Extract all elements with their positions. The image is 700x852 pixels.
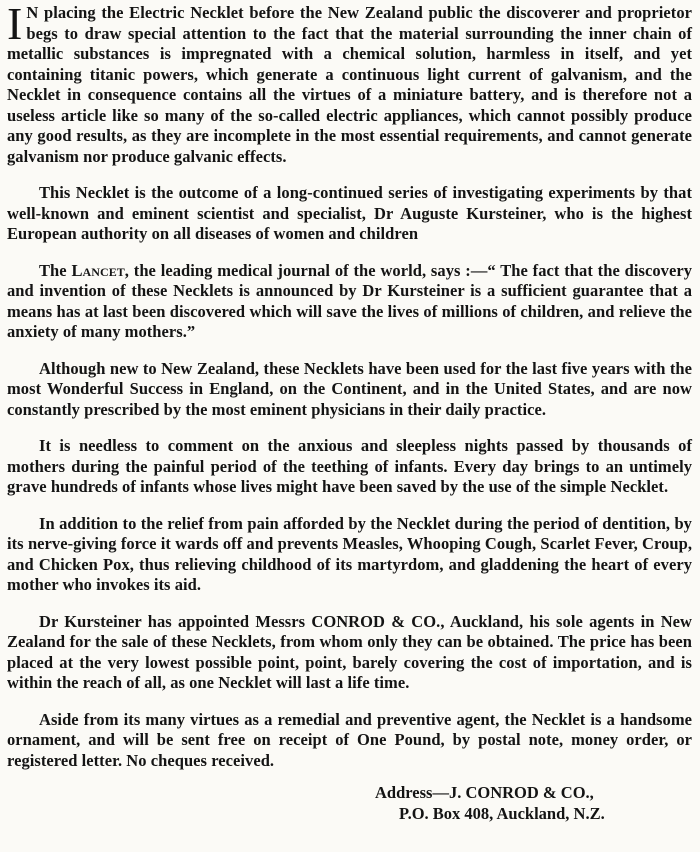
lancet-lead: The <box>39 260 72 280</box>
paragraph-ornament: Aside from its many virtues as a remedial and preventive agent, the Necklet is a handsome ornament, and will be sent free on receipt of One Pound, by postal note, money order, or registered letter. No cheques received. <box>7 709 692 770</box>
address-line-1: Address—J. CONROD & CO., <box>375 783 594 802</box>
paragraph-diseases: In addition to the relief from pain afforded by the Necklet during the period of dentition, by its nerve-giving force it wards off and prevents Measles, Whooping Cough, Scarlet Fever, Croup, and Chicken Pox, thus relieving childhood of its martyrdom, and gladdening the heart of every mother who invokes its aid. <box>7 513 692 594</box>
paragraph-intro <box>7 0 692 167</box>
paragraph-origin: This Necklet is the outcome of a long-continued series of investigating experiments by that well-known and eminent scientist and specialist, Dr Auguste Kursteiner, who is the highest European authority on all diseases of women and children <box>7 183 692 243</box>
paragraph-intro-text: N placing the Electric Necklet before the New Zealand public the discoverer and proprietor begs to draw special attention to the fact that the material surrounding the inner chain of metallic substances is impregnated with a chemical solution, harmless in itself, and yet containing titanic powers, which generate a continuous light current of galvanism, and the Necklet in consequence contains all the virtues of a miniature battery, and is therefore not a useless article like so many of the so-called electric appliances, which cannot possibly produce any good results, as they are incomplete in the most essential requirements, and cannot generate galvanism nor produce galvanic effects. <box>7 3 692 166</box>
address-block <box>375 783 692 824</box>
address-line-2: P.O. Box 408, Auckland, N.Z. <box>399 803 605 823</box>
lancet-name: Lancet <box>71 260 125 280</box>
paragraph-success: Although new to New Zealand, these Necklets have been used for the last five years with the most Wonderful Success in England, on the Continent, and in the United States, and are now constantly prescribed by the most eminent physicians in their daily practice. <box>7 358 692 419</box>
lancet-quote-text: , the leading medical journal of the world, says :—“ The fact that the discovery and invention of these Necklets is announced by Dr Kursteiner is a sufficient guarantee that a means has at last been discovered which will save the lives of millions of children, and relieve the anxiety of many mothers.” <box>7 260 692 341</box>
paragraph-agents: Dr Kursteiner has appointed Messrs CONROD & CO., Auckland, his sole agents in New Zealand for the sale of these Necklets, from whom only they can be obtained. The price has been placed at the very lowest possible point, point, barely covering the cost of importation, and is within the reach of all, as one Necklet will last a life time. <box>7 611 692 692</box>
paragraph-lancet-quote <box>7 261 692 343</box>
drop-cap: I <box>7 0 23 49</box>
paragraph-teething: It is needless to comment on the anxious and sleepless nights passed by thousands of mothers during the painful period of the teething of infants. Every day brings to an untimely grave hundreds of infants whose lives might have been saved by the use of the simple Necklet. <box>7 436 692 496</box>
